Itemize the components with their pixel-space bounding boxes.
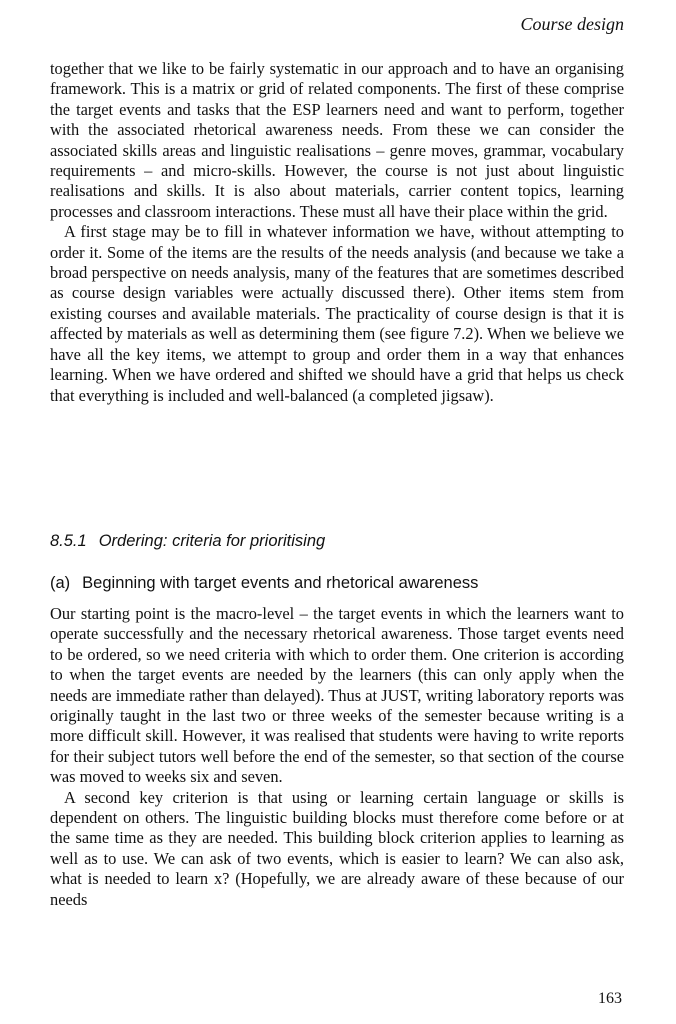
paragraph: Our starting point is the macro-level – the target events in which the learners want to operate successfully and the necessary rhetorical awareness. Those target events need to be ordered, so we need criteria with which to order them. One criterion is according to when the target events are needed by the learners (this can only apply when the needs are immediate rather than delayed). Thus at JUST, writing laboratory reports was originally taught in the last two or three weeks of the semester because writing is a more difficult skill. However, it was realised that students were having to write reports for their subject tutors well before the end of the semester, so that section of the course was moved to weeks six and seven. (50, 604, 624, 787)
section-title: Ordering: criteria for prioritising (98, 532, 326, 550)
subsection-heading (50, 574, 478, 593)
body-text-bottom (50, 604, 624, 910)
paragraph: together that we like to be fairly systematic in our approach and to have an organising framework. This is a matrix or grid of related components. The first of these comprise the target events and tasks that the ESP learners need and want to perform, together with the associated rhetorical awareness needs. From these we can consider the associated skills areas and linguistic realisations – genre moves, grammar, vocabulary requirements – and micro-skills. However, the course is not just about linguistic realisations and skills. It is also about materials, carrier content topics, learning processes and classroom interactions. These must all have their place within the grid. (50, 59, 624, 221)
subsection-number: (a) (50, 574, 71, 592)
page-number: 163 (598, 990, 622, 1007)
paragraph: A first stage may be to fill in whatever information we have, without attempting to order it. Some of the items are the results of the needs analysis (and because we take a broad perspective on needs analysis, many of the features that are sometimes described as course design variables were actually discussed there). Other items stem from existing courses and available materials. The practicality of course design is that it is affected by materials as well as determining them (see figure 7.2). When we believe we have all the key items, we attempt to group and order them in a way that enhances learning. When we have ordered and shifted we should have a grid that helps us check that everything is included and well-balanced (a completed jigsaw). (50, 222, 624, 405)
section-number: 8.5.1 (50, 532, 87, 550)
section-heading (50, 532, 325, 551)
subsection-title: Beginning with target events and rhetorical awareness (82, 574, 479, 592)
paragraph: A second key criterion is that using or learning certain language or skills is dependent on others. The linguistic building blocks must therefore come before or at the same time as they are needed. This building block criterion applies to learning as well as to use. We can ask of two events, which is easier to learn? We can also ask, what is needed to learn x? (Hopefully, we are already aware of these because of our needs (50, 787, 624, 909)
body-text-top (50, 59, 624, 406)
running-head: Course design (520, 14, 624, 34)
